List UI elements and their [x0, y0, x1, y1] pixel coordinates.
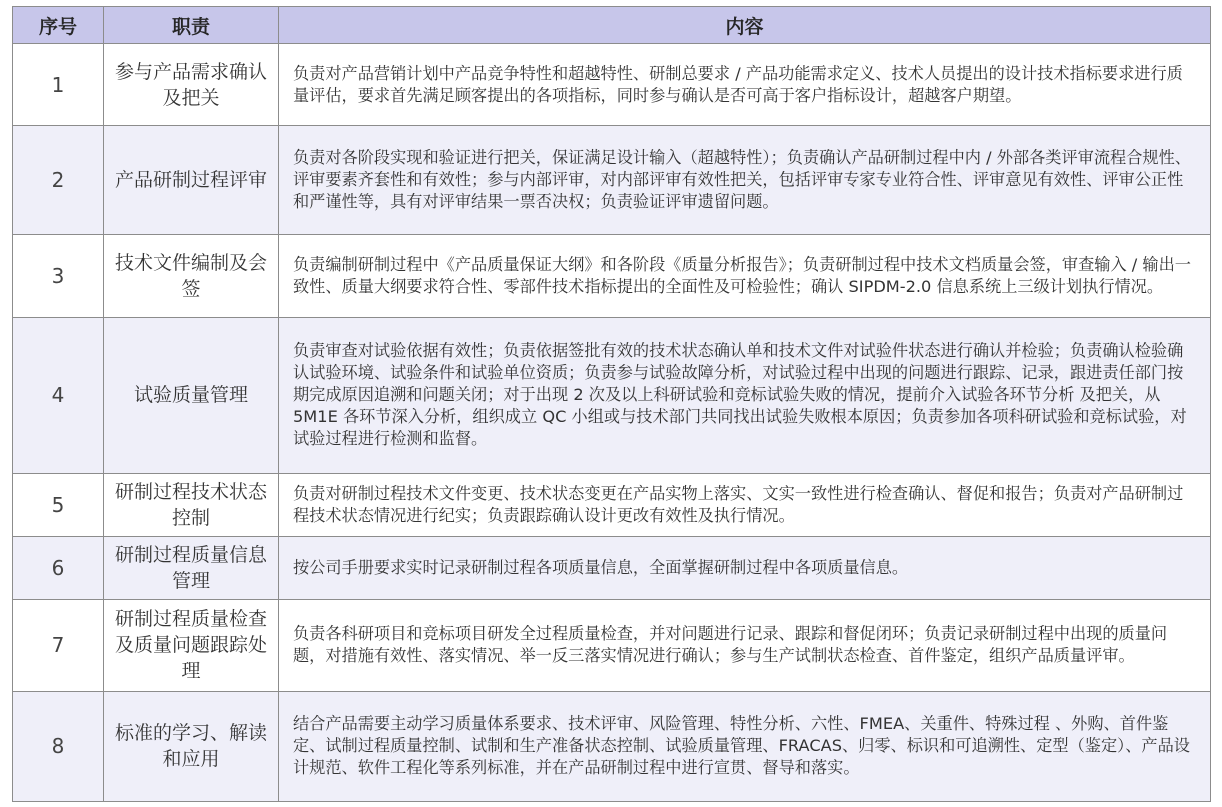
table-row [13, 536, 1211, 599]
table-row [13, 599, 1211, 691]
row-content: 按公司手册要求实时记录研制过程各项质量信息，全面掌握研制过程中各项质量信息。 [279, 536, 1211, 599]
table-row [13, 126, 1211, 235]
header-index: 序号 [13, 7, 104, 44]
duty-table [12, 6, 1211, 802]
header-content: 内容 [279, 7, 1211, 44]
row-index: 6 [13, 536, 104, 599]
row-index: 1 [13, 44, 104, 126]
row-index: 3 [13, 235, 104, 318]
row-duty: 标准的学习、解读和应用 [104, 691, 279, 801]
row-index: 5 [13, 473, 104, 536]
table-row [13, 318, 1211, 473]
header-row [13, 7, 1211, 44]
row-content: 负责对研制过程技术文件变更、技术状态变更在产品实物上落实、文实一致性进行检查确认、督促和报告；负责对产品研制过程技术状态情况进行纪实；负责跟踪确认设计更改有效性及执行情况。 [279, 473, 1211, 536]
row-content: 负责各科研项目和竞标项目研发全过程质量检查，并对问题进行记录、跟踪和督促闭环；负责记录研制过程中出现的质量问题，对措施有效性、落实情况、举一反三落实情况进行确认；参与生产试制状态检查、首件鉴定，组织产品质量评审。 [279, 599, 1211, 691]
row-index: 2 [13, 126, 104, 235]
table-row [13, 44, 1211, 126]
row-duty: 产品研制过程评审 [104, 126, 279, 235]
row-duty: 技术文件编制及会签 [104, 235, 279, 318]
row-content: 负责对各阶段实现和验证进行把关，保证满足设计输入（超越特性）；负责确认产品研制过程中内 / 外部各类评审流程合规性、评审要素齐套性和有效性；参与内部评审，对内部评审有效性把关，包括评审专家专业符合性、评审意见有效性、评审公正性和严谨性等，具有对评审结果一票否决权；负责验证评审遗留问题。 [279, 126, 1211, 235]
table-row [13, 235, 1211, 318]
row-index: 4 [13, 318, 104, 473]
row-index: 8 [13, 691, 104, 801]
row-content: 负责审查对试验依据有效性；负责依据签批有效的技术状态确认单和技术文件对试验件状态进行确认并检验；负责确认检验确认试验环境、试验条件和试验单位资质；负责参与试验故障分析，对试验过程中出现的问题进行跟踪、记录，跟进责任部门按期完成原因追溯和问题关闭；对于出现 2 次及以上科研试验和竞标试验失败的情况，提前介入试验各环节分析 及把关，从 5M1E 各环节深入分析，组织成立 QC 小组或与技术部门共同找出试验失败根本原因；负责参加各项科研试验和竞标试验，对试验过程进行检测和监督。 [279, 318, 1211, 473]
table-row [13, 473, 1211, 536]
row-duty: 研制过程质量检查及质量问题跟踪处理 [104, 599, 279, 691]
row-content: 负责对产品营销计划中产品竞争特性和超越特性、研制总要求 / 产品功能需求定义、技术人员提出的设计技术指标要求进行质量评估，要求首先满足顾客提出的各项指标，同时参与确认是否可高于客户指标设计，超越客户期望。 [279, 44, 1211, 126]
row-duty: 试验质量管理 [104, 318, 279, 473]
row-duty: 研制过程质量信息管理 [104, 536, 279, 599]
row-content: 结合产品需要主动学习质量体系要求、技术评审、风险管理、特性分析、六性、FMEA、关重件、特殊过程 、外购、首件鉴定、试制过程质量控制、试制和生产准备状态控制、试验质量管理、FRACAS、归零、标识和可追溯性、定型（鉴定）、产品设计规范、软件工程化等系列标准，并在产品研制过程中进行宣贯、督导和落实。 [279, 691, 1211, 801]
header-duty: 职责 [104, 7, 279, 44]
row-index: 7 [13, 599, 104, 691]
table-row [13, 691, 1211, 801]
row-duty: 研制过程技术状态控制 [104, 473, 279, 536]
row-duty: 参与产品需求确认及把关 [104, 44, 279, 126]
row-content: 负责编制研制过程中《产品质量保证大纲》和各阶段《质量分析报告》；负责研制过程中技术文档质量会签，审查输入 / 输出一致性、质量大纲要求符合性、零部件技术指标提出的全面性及可检验性；确认 SIPDM-2.0 信息系统上三级计划执行情况。 [279, 235, 1211, 318]
